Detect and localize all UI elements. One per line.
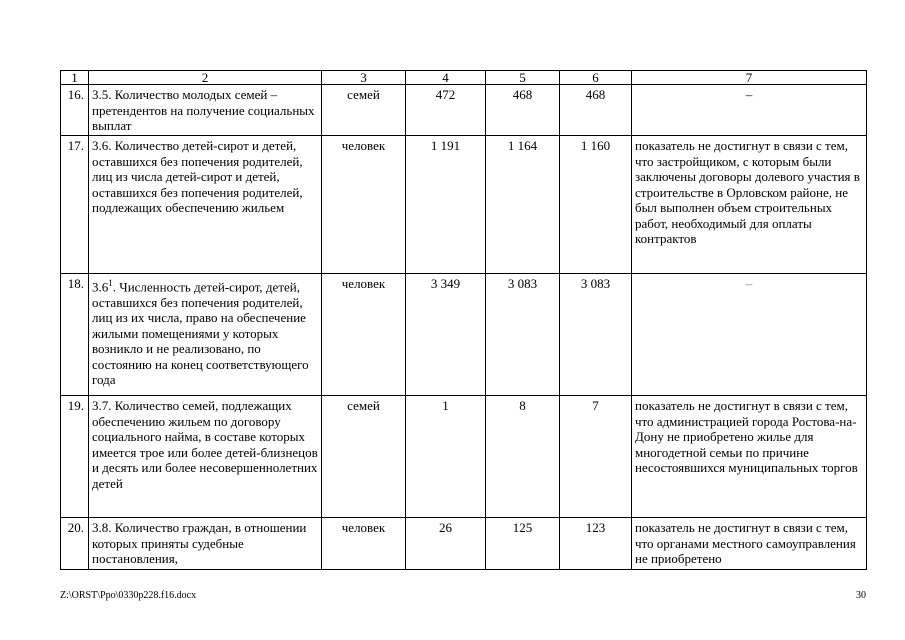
column-header: 4 — [406, 71, 486, 85]
column-header: 1 — [61, 71, 89, 85]
value-cell: 8 — [486, 396, 560, 518]
note-cell: показатель не достигнут в связи с тем, что застройщиком, с которым были заключены договоры долевого участия в строительстве в Орловском районе, не был выполнен объем строительных работ, необходимый для оплаты контрактов — [632, 136, 867, 274]
value-cell: 1 160 — [560, 136, 632, 274]
indicator-cell — [89, 518, 322, 570]
value-cell: 1 — [406, 396, 486, 518]
report-table — [60, 70, 867, 570]
value-cell: 472 — [406, 85, 486, 136]
value-cell: 468 — [486, 85, 560, 136]
table-row — [61, 396, 867, 518]
column-header: 3 — [322, 71, 406, 85]
row-number: 18. — [61, 274, 89, 396]
indicator-text: . Численность детей-сирот, детей, оставшихся без попечения родителей, лиц из их числа, право на обеспечение жилыми помещениями у которых возникло и не реализовано, по состоянию на конец соответствующего года — [92, 279, 309, 388]
page-number: 30 — [856, 590, 866, 601]
value-cell: 123 — [560, 518, 632, 570]
value-cell: 26 — [406, 518, 486, 570]
indicator-text: 3.8. Количество граждан, в отношении которых приняты судебные постановления, — [92, 520, 307, 566]
unit-cell: человек — [322, 136, 406, 274]
value-cell: 468 — [560, 85, 632, 136]
note-cell: – — [632, 274, 867, 396]
table-row — [61, 274, 867, 396]
indicator-superscript: 1 — [108, 278, 113, 288]
indicator-cell: 3.5. Количество молодых семей – претендентов на получение социальных выплат — [89, 85, 322, 136]
value-cell: 1 191 — [406, 136, 486, 274]
value-cell: 3 349 — [406, 274, 486, 396]
indicator-cell — [89, 274, 322, 396]
row-number: 19. — [61, 396, 89, 518]
row-number: 16. — [61, 85, 89, 136]
table-row — [61, 136, 867, 274]
note-cell — [632, 518, 867, 570]
column-header: 6 — [560, 71, 632, 85]
row-number: 17. — [61, 136, 89, 274]
note-cell: показатель не достигнут в связи с тем, что администрацией города Ростова-на-Дону не приобретено жилье для многодетной семьи по причине несостоявшихся муниципальных торгов — [632, 396, 867, 518]
indicator-cell: 3.7. Количество семей, подлежащих обеспечению жильем по договору социального найма, в составе которых имеется трое или более детей-близнецов и десять или более несовершеннолетних детей — [89, 396, 322, 518]
table-row — [61, 518, 867, 570]
value-cell: 3 083 — [560, 274, 632, 396]
note-text: показатель не достигнут в связи с тем, что органами местного самоуправления не приобретено — [635, 520, 856, 566]
table-row — [61, 85, 867, 136]
unit-cell: человек — [322, 274, 406, 396]
note-cell: – — [632, 85, 867, 136]
column-header: 7 — [632, 71, 867, 85]
indicator-cell: 3.6. Количество детей-сирот и детей, оставшихся без попечения родителей, лиц из числа детей-сирот и детей, оставшихся без попечения родителей, подлежащих обеспечению жильем — [89, 136, 322, 274]
value-cell: 125 — [486, 518, 560, 570]
file-path: Z:\ORST\Ppo\0330p228.f16.docx — [60, 590, 197, 601]
unit-cell: семей — [322, 85, 406, 136]
unit-cell: человек — [322, 518, 406, 570]
value-cell: 1 164 — [486, 136, 560, 274]
column-header: 2 — [89, 71, 322, 85]
column-header: 5 — [486, 71, 560, 85]
indicator-prefix: 3.6 — [92, 279, 109, 295]
value-cell: 7 — [560, 396, 632, 518]
value-cell: 3 083 — [486, 274, 560, 396]
table-header-row — [61, 71, 867, 85]
unit-cell: семей — [322, 396, 406, 518]
row-number: 20. — [61, 518, 89, 570]
